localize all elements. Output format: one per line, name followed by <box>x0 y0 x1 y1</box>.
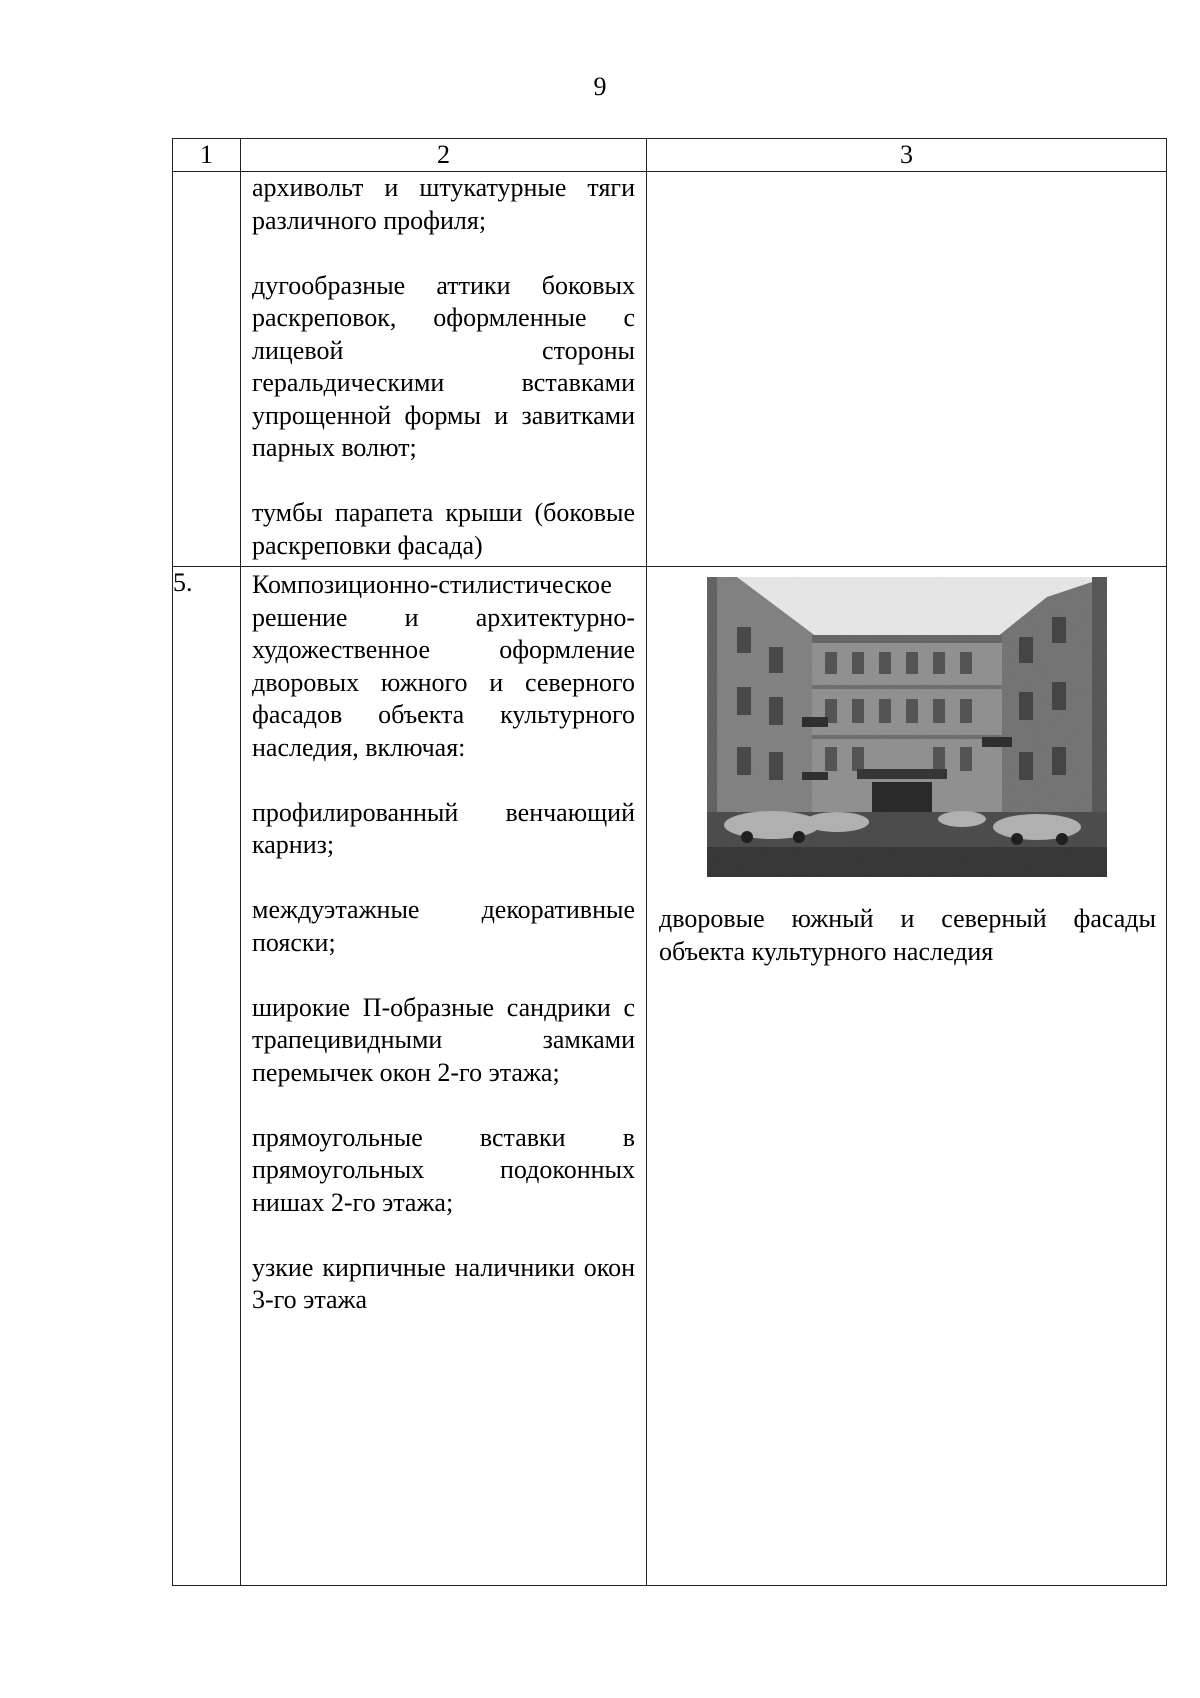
row-5-illustration <box>647 567 1167 1586</box>
row-5-description <box>241 567 647 1586</box>
paragraph-archivolt: архивольт и штукатурные тяги различного профиля; <box>252 173 635 235</box>
paragraph-cornice: профилированный венчающий карниз; <box>252 797 635 859</box>
paragraph-platbands: узкие кирпичные наличники окон 3-го этажа <box>252 1252 635 1314</box>
paragraph-inserts: прямоугольные вставки в прямоугольных подоконных нишах 2-го этажа; <box>252 1122 635 1217</box>
page-number: 9 <box>593 72 607 101</box>
row-continued-number <box>173 172 241 567</box>
row-5-number: 5. <box>173 567 241 1586</box>
table-row-continued <box>173 172 1167 567</box>
row-continued-illustration <box>647 172 1167 567</box>
courtyard-facade-photo <box>707 577 1107 877</box>
row-continued-description <box>241 172 647 567</box>
paragraph-sandriks: широкие П-образные сандрики с трапецивидными замками перемычек окон 2-го этажа; <box>252 992 635 1087</box>
column-header-3: 3 <box>647 139 1167 172</box>
paragraph-belts: междуэтажные декоративные пояски; <box>252 895 635 957</box>
column-header-1: 1 <box>173 139 241 172</box>
column-header-2: 2 <box>241 139 647 172</box>
heritage-elements-table <box>172 138 1167 1586</box>
table-row-5 <box>173 567 1167 1586</box>
row-continued-caption <box>647 172 1166 198</box>
paragraph-composition: Композиционно-стилистическое решение и архитектурно-художественное оформление дворовых южного и северного фасадов объекта культурного наследия, включая: <box>252 570 635 762</box>
paragraph-attics: дугообразные аттики боковых раскреповок, оформленные с лицевой стороны геральдическими вставками упрощенной формы и завитками парных волют; <box>252 270 635 462</box>
paragraph-parapet: тумбы парапета крыши (боковые раскреповки фасада) <box>252 498 635 560</box>
table-header-row <box>173 139 1167 172</box>
row-5-caption: дворовые южный и северный фасады объекта культурного наследия <box>659 904 1156 966</box>
